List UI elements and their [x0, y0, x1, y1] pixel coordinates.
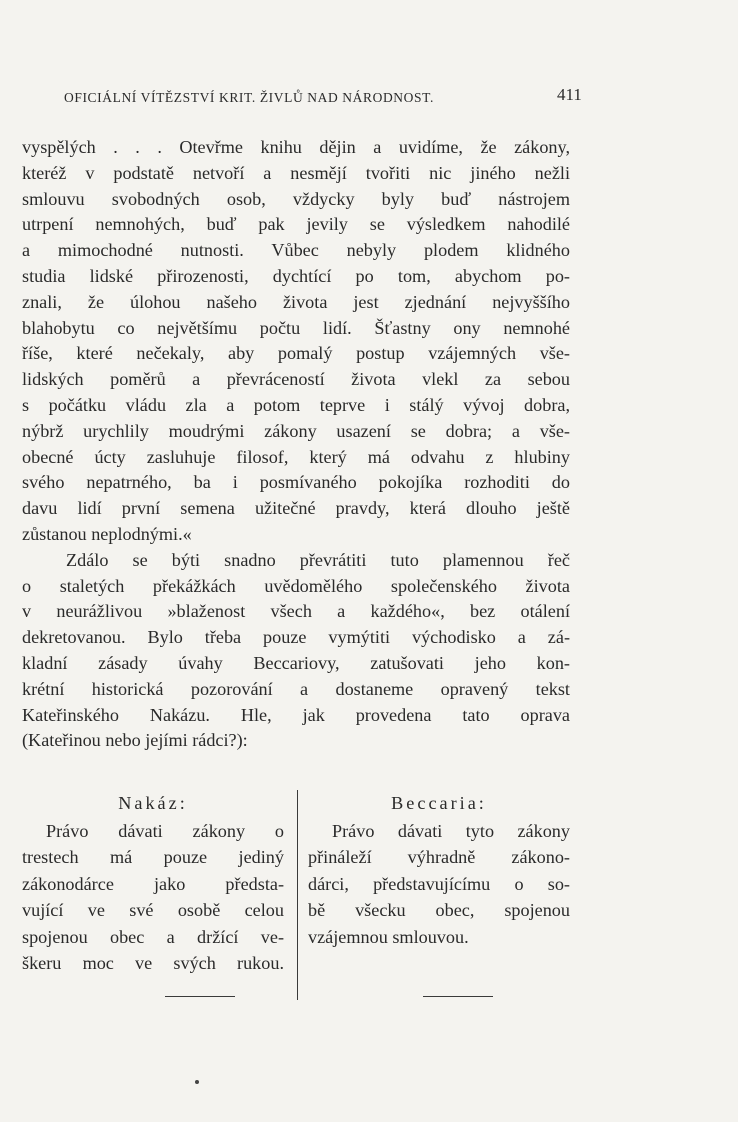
text-line: Zdálo se býti snadno převrátiti tuto plamennou řeč	[66, 549, 570, 570]
text-line: Kateřinského Nakázu. Hle, jak provedena tato oprava	[22, 704, 570, 725]
book-page	[22, 0, 582, 1122]
text-line: obecné úcty zasluhuje filosof, který má odvahu z hlubiny	[22, 446, 570, 467]
text-line: utrpení nemnohých, buď pak jevily se výsledkem nahodilé	[22, 214, 570, 235]
page-number: 411	[557, 85, 582, 104]
running-title: OFICIÁLNÍ VÍTĚZSTVÍ KRIT. ŽIVLŮ NAD NÁRODNOST.	[64, 90, 434, 105]
text-line: říše, které nečekaly, aby pomalý postup vzájemných vše-	[22, 343, 570, 364]
text-line: a mimochodné nutnosti. Vůbec nebyly plodem klidného	[22, 240, 570, 261]
right-end-rule	[423, 996, 493, 997]
text-line: zůstanou neplodnými.«	[22, 523, 192, 544]
text-line: blahobytu co největšímu počtu lidí. Šťastny ony nemnohé	[22, 317, 570, 338]
column-nakaz	[22, 788, 284, 976]
text-line: kteréž v podstatě netvoří a nesmějí tvořiti nic jiného nežli	[22, 162, 570, 183]
text-line: v neurážlivou »blaženost všech a každého«, bez otálení	[22, 601, 570, 622]
text-line: nýbrž urychlily moudrými zákony usazení se dobra; a vše-	[22, 420, 570, 441]
text-line: vyspělých . . . Otevřme knihu dějin a uvidíme, že zákony,	[22, 137, 570, 157]
column-line: škeru moc ve svých rukou.	[22, 952, 284, 973]
column-line: vzájemnou smlouvou.	[308, 926, 469, 947]
column-line: zákonodárce jako předsta-	[22, 873, 284, 894]
text-line: o staletých překážkách uvědomělého společenského života	[22, 575, 570, 596]
column-line: spojenou obec a držící ve-	[22, 926, 284, 947]
ink-speck	[195, 1080, 199, 1084]
column-line: přináleží výhradně zákono-	[308, 847, 570, 868]
text-line: studia lidské přirozenosti, dychtící po tom, abychom po-	[22, 265, 570, 286]
text-line: svého nepatrného, ba i posmívaného pokojíka rozhoditi do	[22, 472, 570, 493]
column-beccaria	[308, 788, 570, 950]
column-title-beccaria: Beccaria:	[391, 793, 487, 813]
column-line: bě všecku obec, spojenou	[308, 900, 570, 921]
left-end-rule	[165, 996, 235, 997]
running-header	[64, 85, 604, 106]
text-line: lidských poměrů a převráceností života vlekl za sebou	[22, 369, 570, 390]
text-line: znali, že úlohou našeho života jest zjednání nejvyššího	[22, 291, 570, 312]
text-line: kladní zásady úvahy Beccariovy, zatušovati jeho kon-	[22, 652, 570, 673]
column-line: Právo dávati zákony o	[46, 821, 284, 841]
column-title-nakaz: Nakáz:	[118, 793, 188, 813]
column-line: Právo dávati tyto zákony	[332, 821, 570, 841]
column-divider	[297, 790, 298, 1000]
column-line: vující ve své osobě celou	[22, 900, 284, 921]
text-line: (Kateřinou nebo jejími rádci?):	[22, 730, 248, 751]
text-line: davu lidí první semena užitečné pravdy, která dlouho ještě	[22, 498, 570, 519]
text-line: dekretovanou. Bylo třeba pouze vymýtiti východisko a zá-	[22, 627, 570, 648]
column-line: dárci, představujícímu o so-	[308, 873, 570, 894]
body-text	[22, 135, 570, 754]
comparison-columns	[22, 788, 570, 988]
text-line: smlouvu svobodných osob, vždycky byly buď nástrojem	[22, 188, 570, 209]
text-line: krétní historická pozorování a dostaneme opravený tekst	[22, 678, 570, 699]
text-line: s počátku vládu zla a potom teprve i stálý vývoj dobra,	[22, 394, 570, 415]
column-line: trestech má pouze jediný	[22, 847, 284, 868]
